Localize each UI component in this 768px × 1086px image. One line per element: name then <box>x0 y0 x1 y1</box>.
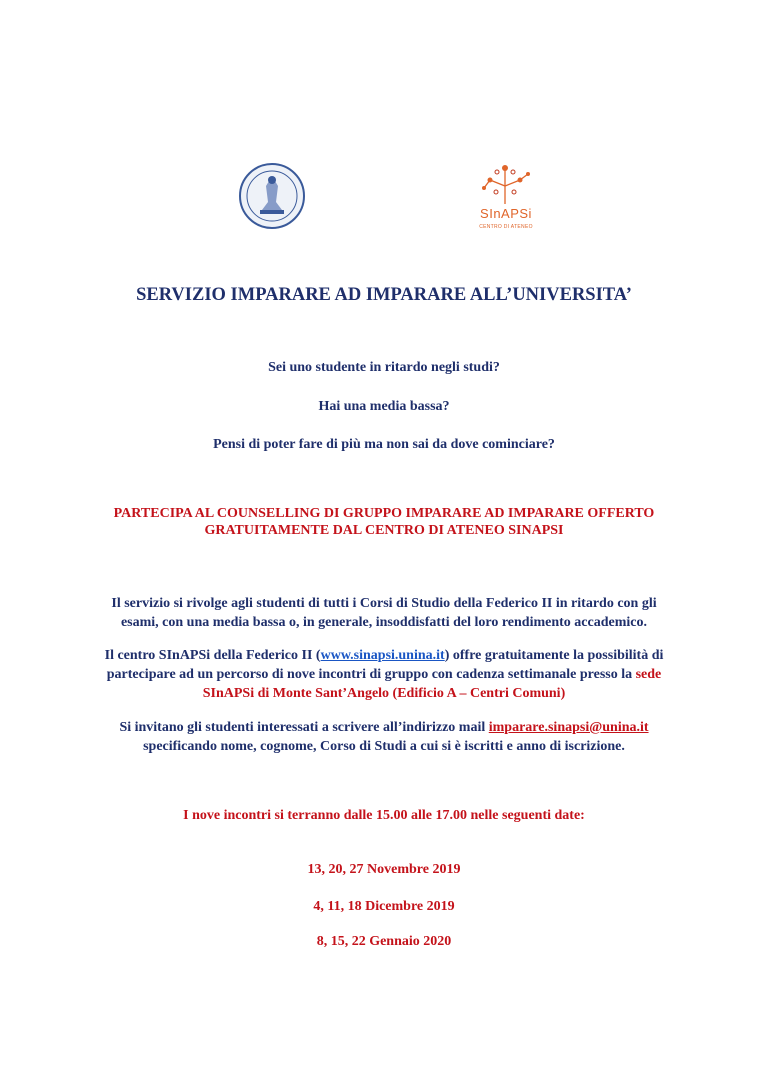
centre-description-line-2 <box>60 665 708 684</box>
call-to-action-line-1: PARTECIPA AL COUNSELLING DI GRUPPO IMPARARE AD IMPARARE OFFERTO <box>113 506 655 521</box>
contact-instructions-line-1 <box>60 718 708 737</box>
website-link[interactable]: www.sinapsi.unina.it <box>320 648 445 663</box>
contact-instructions <box>60 718 708 756</box>
call-to-action-line-2: GRATUITAMENTE DAL CENTRO DI ATENEO SINAPSI <box>204 523 564 538</box>
page-title: SERVIZIO IMPARARE AD IMPARARE ALL’UNIVERSITA’ <box>136 285 632 305</box>
call-to-action <box>60 505 708 539</box>
sinapsi-logo-icon <box>470 160 540 240</box>
question-3: Pensi di poter fare di più ma non sai da dove cominciare? <box>213 437 555 452</box>
email-link[interactable]: imparare.sinapsi@unina.it <box>488 720 649 735</box>
sede-label: sede <box>635 667 662 682</box>
service-description-line-2: esami, con una media bassa o, in generale, insoddisfatti del loro rendimento accademico. <box>120 615 648 630</box>
dates-january: 8, 15, 22 Gennaio 2020 <box>316 934 452 949</box>
sinapsi-wordmark: SInAPSi <box>480 206 532 221</box>
schedule-heading: I nove incontri si terranno dalle 15.00 alle 17.00 nelle seguenti date: <box>183 808 585 823</box>
sinapsi-subtitle: CENTRO DI ATENEO <box>479 224 533 230</box>
centre-description-line-1 <box>60 646 708 665</box>
sede-location: SInAPSi di Monte Sant’Angelo (Edificio A – Centri Comuni) <box>202 686 566 701</box>
service-description-line-1: Il servizio si rivolge agli studenti di tutti i Corsi di Studio della Federico II in ritardo con gli <box>111 596 657 611</box>
university-seal-icon <box>238 162 306 230</box>
question-1: Sei uno studente in ritardo negli studi? <box>268 360 500 375</box>
centre-text-line-2: partecipare ad un percorso di nove incontri di gruppo con cadenza settimanale presso la <box>106 667 636 682</box>
dates-november: 13, 20, 27 Novembre 2019 <box>307 862 461 877</box>
contact-instructions-line-2: specificando nome, cognome, Corso di Studi a cui si è iscritti e anno di iscrizione. <box>143 739 625 754</box>
dates-december: 4, 11, 18 Dicembre 2019 <box>313 899 455 914</box>
question-2: Hai una media bassa? <box>318 399 450 414</box>
contact-text-before-email: Si invitano gli studenti interessati a scrivere all’indirizzo mail <box>119 720 489 735</box>
centre-text-after-link: ) offre gratuitamente la possibilità di <box>444 648 664 663</box>
centre-text-before-link: Il centro SInAPSi della Federico II ( <box>104 648 321 663</box>
centre-description <box>60 646 708 703</box>
service-description <box>60 594 708 632</box>
